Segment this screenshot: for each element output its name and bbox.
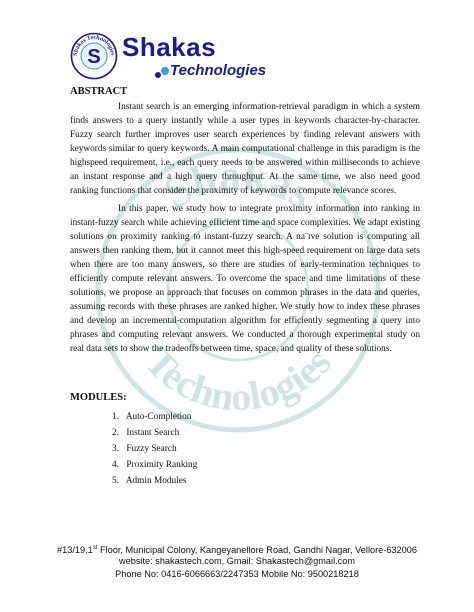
- watermark-bottom-text: Technologies: [136, 339, 340, 420]
- list-item: 1. Auto-Completion: [112, 412, 192, 422]
- modules-list: [70, 409, 420, 489]
- list-item: 4. Proximity Ranking: [112, 460, 198, 470]
- globe-dots-icon: [154, 66, 170, 80]
- brand-subtitle: Technologies: [170, 62, 267, 79]
- logo-letter: S: [87, 46, 101, 68]
- brand-name: Shakas: [122, 32, 217, 62]
- company-footer: [40, 542, 434, 581]
- footer-address: #13/19,1st Floor, Municipal Colony, Kangeyanellore Road, Gandhi Nagar, Vellore-632006: [57, 545, 417, 556]
- abstract-paragraph-2: In this paper, we study how to integrate proximity information into ranking in instant-fuzzy search while achieving efficient time and space complexities. We adapt existing solutions on proximity ranking to instant-fuzzy search. A na¨ıve solution is computing all answers then ranking them, but it cannot meet this high-speed requirement on large data sets when there are too many answers, so there are studies of early-termination techniques to efficiently compute relevant answers. To overcome the space and time limitations of these solutions, we propose an approach that focuses on common phrases in the data and queries, assuming records with these phrases are ranked higher. We study how to index these phrases and develop an incremental-computation algorithm for efficiently segmenting a query into phrases and computing relevant answers. We conducted a thorough experimental study on real data sets to show the tradeoffs between time, space, and quality of these solutions.: [70, 204, 420, 354]
- footer-phone: Phone No: 0416-6066663/2247353 Mobile No: 9500218218: [115, 569, 359, 579]
- company-header: [70, 32, 370, 84]
- company-logo-icon: [70, 32, 118, 80]
- footer-web: website: shakastech.com, Gmail: Shakastech@gmail.com: [118, 556, 356, 566]
- modules-heading: MODULES:: [70, 392, 127, 403]
- watermark-top-text: Shakas: [155, 150, 322, 219]
- abstract-paragraph-1: Instant search is an emerging information-retrieval paradigm in which a system finds answers to a query instantly while a user types in keywords character-by-character. Fuzzy search further improves user search experiences by finding relevant answers with keywords similar to query keywords. A main computational challenge in this paradigm is the highspeed requirement, i.e., each query needs to be answered within milliseconds to achieve an instant response and a high query throughput. At the same time, we also need good ranking functions that consider the proximity of keywords to compute relevance scores.: [70, 102, 420, 196]
- logo-ring-text: Shakas Technologies: [72, 34, 116, 57]
- document-body: [70, 86, 420, 489]
- abstract-heading: ABSTRACT: [70, 86, 128, 97]
- list-item: 3. Fuzzy Search: [112, 444, 177, 454]
- list-item: 5. Admin Modules: [112, 476, 187, 486]
- list-item: 2. Instant Search: [112, 428, 180, 438]
